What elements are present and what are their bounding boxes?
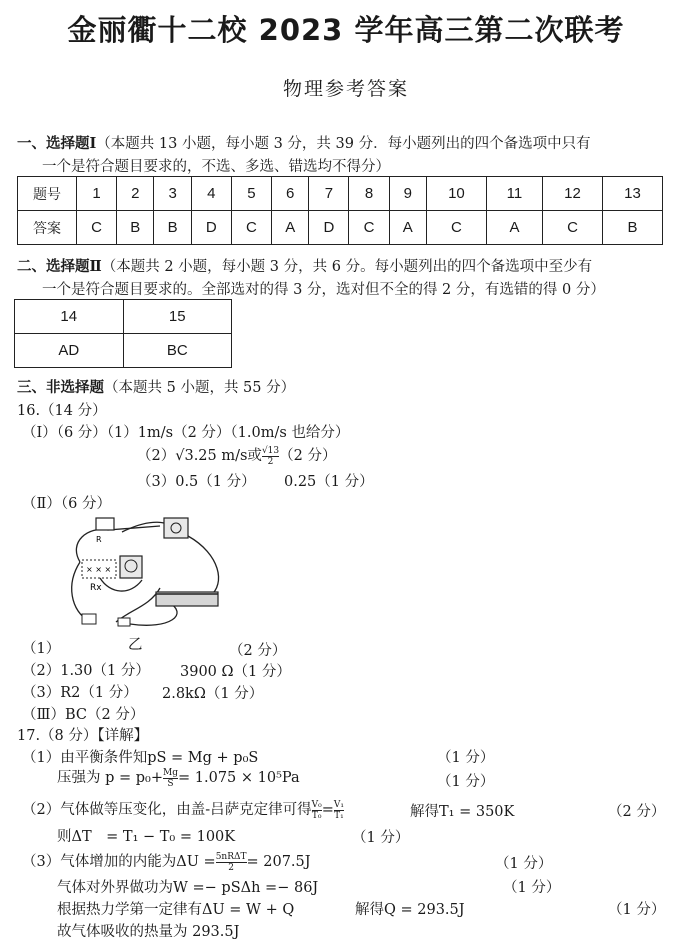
section2-desc-2: 一个是符合题目要求的。全部选对的得 3 分，选对但不全的得 2 分，有选错的得 0 分） — [42, 282, 605, 298]
q17-line1-score: （1 分） — [437, 750, 495, 766]
circuit-label-r: R — [96, 535, 102, 544]
circuit-label-rx: Rx — [90, 583, 102, 593]
table-row — [18, 177, 663, 211]
table-row — [18, 211, 663, 245]
q16-part1-line1 — [22, 421, 349, 442]
fraction-numerator: V₀ — [311, 799, 322, 810]
meter-2 — [120, 556, 142, 578]
fraction-denominator: S — [167, 778, 174, 789]
table-header-cell: 答案 — [18, 211, 77, 245]
q17-line3 — [22, 798, 344, 821]
q17-line7: 根据热力学第一定律有ΔU = W + Q — [57, 902, 295, 918]
section1-desc-2: 一个是符合题目要求的，不选、多选、错选均不得分） — [42, 159, 390, 175]
table-cell: 10 — [426, 177, 486, 211]
q16-part1-answer2-score: （2 分） — [279, 448, 337, 464]
section1-heading: 一、选择题Ⅰ — [17, 135, 97, 152]
q17-line5 — [22, 850, 311, 873]
fraction-numerator: 5nRΔT — [215, 851, 247, 862]
rx-crosses: × × × — [86, 565, 112, 574]
table-row — [15, 334, 232, 368]
q17-line2 — [57, 766, 300, 789]
table-cell: C — [543, 211, 603, 245]
q17-fraction — [163, 768, 178, 789]
q16-part2-answer3b: 2.8kΩ（1 分） — [162, 686, 264, 702]
q17-line6: 气体对外界做功为W =− pSΔh =− 86J — [57, 880, 319, 896]
q17-line5-score: （1 分） — [495, 856, 553, 872]
section2-desc-1: （本题共 2 小题，每小题 3 分，共 6 分。每小题列出的四个备选项中至少有 — [101, 259, 593, 275]
table-cell: 2 — [117, 177, 154, 211]
q17-line3-result: 解得T₁ = 350K — [410, 804, 515, 820]
section2-heading-line — [17, 255, 592, 276]
section2-answer-table — [14, 299, 232, 368]
q17-fraction — [312, 800, 322, 821]
table-cell: 1 — [77, 177, 117, 211]
q17-line3-eq: = — [321, 802, 334, 818]
fraction-denominator: 2 — [228, 862, 234, 873]
q17-line2-score: （1 分） — [437, 774, 495, 790]
table-cell: BC — [123, 334, 232, 368]
q17-line4: 则ΔT = T₁ − T₀ = 100K — [57, 829, 236, 845]
table-cell: C — [231, 211, 271, 245]
q16-part1-line2 — [137, 444, 336, 467]
table-cell: 8 — [349, 177, 389, 211]
q17-fraction — [216, 852, 247, 873]
q17-line8: 故气体吸收的热量为 293.5J — [57, 924, 240, 940]
q16-fraction — [262, 446, 279, 467]
q17-title: 17.（8 分）【详解】 — [17, 728, 149, 744]
table-cell: D — [309, 211, 349, 245]
fraction-numerator: Mg — [163, 767, 178, 778]
section1-heading-line — [17, 132, 591, 153]
q17-fraction — [334, 800, 344, 821]
section2-heading: 二、选择题Ⅱ — [17, 258, 102, 275]
q16-part2-answer2b: 3900 Ω（1 分） — [180, 664, 291, 680]
table-cell: 15 — [123, 300, 232, 334]
q17-line2-a: 压强为 p = p₀+ — [57, 770, 164, 786]
table-cell: 3 — [154, 177, 191, 211]
q17-line3-a: （2）气体做等压变化，由盖-吕萨克定律可得 — [22, 802, 312, 818]
fraction-denominator: 2 — [267, 456, 274, 467]
q17-line4-score: （1 分） — [352, 830, 410, 846]
page-subtitle: 物理参考答案 — [282, 78, 409, 100]
q17-line5-b: = 207.5J — [246, 854, 311, 870]
table-cell: B — [602, 211, 662, 245]
table-cell: 12 — [543, 177, 603, 211]
q17-line3-score: （2 分） — [608, 804, 666, 820]
q16-part2-label: （Ⅱ）（6 分） — [22, 496, 111, 512]
q16-part1-answer1: （1）1m/s（2 分）（1.0m/s 也给分） — [106, 425, 350, 441]
table-row — [15, 300, 232, 334]
section3-heading: 三、非选择题 — [17, 379, 104, 396]
q17-line1: （1）由平衡条件知pS = Mg + p₀S — [22, 750, 259, 766]
q16-part3: （Ⅲ）BC（2 分） — [22, 707, 145, 723]
q16-part2-answer1a: （1） — [22, 641, 61, 657]
circuit-caption: 乙 — [128, 637, 143, 653]
fraction-numerator: V₁ — [333, 799, 344, 810]
q17-line2-b: = 1.075 × 10⁵Pa — [178, 770, 300, 786]
q17-line7-score: （1 分） — [608, 902, 666, 918]
q16-part2-answer2a: （2）1.30（1 分） — [22, 663, 150, 679]
circuit-diagram — [60, 514, 232, 634]
meter-1 — [164, 518, 188, 538]
table-cell: A — [389, 211, 426, 245]
section1-desc-1: （本题共 13 小题，每小题 3 分，共 39 分．每小题列出的四个备选项中只有 — [96, 136, 591, 152]
section1-answer-table — [17, 176, 663, 245]
table-cell: A — [486, 211, 542, 245]
table-cell: B — [154, 211, 191, 245]
switch — [118, 618, 130, 626]
q16-part1-answer2: （2）√3.25 m/s或 — [137, 448, 262, 464]
fraction-denominator: T₁ — [334, 810, 344, 821]
table-cell: D — [191, 211, 231, 245]
page-title: 金丽衢十二校 2023 学年高三第二次联考 — [67, 13, 625, 47]
table-cell: A — [272, 211, 309, 245]
table-cell: 13 — [602, 177, 662, 211]
q16-part1-answer3b: 0.25（1 分） — [284, 474, 374, 490]
table-cell: 7 — [309, 177, 349, 211]
table-cell: C — [349, 211, 389, 245]
section3-heading-line — [17, 376, 295, 397]
table-cell: AD — [15, 334, 124, 368]
table-cell: 4 — [191, 177, 231, 211]
fraction-numerator: √13 — [261, 445, 280, 456]
resistor-box — [96, 518, 114, 530]
table-cell: B — [117, 211, 154, 245]
table-cell: 6 — [272, 177, 309, 211]
table-cell: 5 — [231, 177, 271, 211]
q17-line6-score: （1 分） — [503, 880, 561, 896]
table-cell: 14 — [15, 300, 124, 334]
table-cell: 9 — [389, 177, 426, 211]
fraction-denominator: T₀ — [311, 810, 322, 821]
table-cell: 11 — [486, 177, 542, 211]
q16-part2-answer3a: （3）R2（1 分） — [22, 685, 138, 701]
table-header-cell: 题号 — [18, 177, 77, 211]
q16-part1-answer3a: （3）0.5（1 分） — [137, 474, 256, 490]
section3-desc: （本题共 5 小题，共 55 分） — [104, 380, 296, 396]
q17-line7-result: 解得Q = 293.5J — [355, 902, 465, 918]
q17-line5-a: （3）气体增加的内能为ΔU = — [22, 854, 216, 870]
q16-title: 16.（14 分） — [17, 403, 107, 419]
q16-part2-answer1b: （2 分） — [229, 643, 287, 659]
battery — [82, 614, 96, 624]
q16-part1-label: （Ⅰ）（6 分） — [22, 425, 107, 441]
table-cell: C — [426, 211, 486, 245]
table-cell: C — [77, 211, 117, 245]
